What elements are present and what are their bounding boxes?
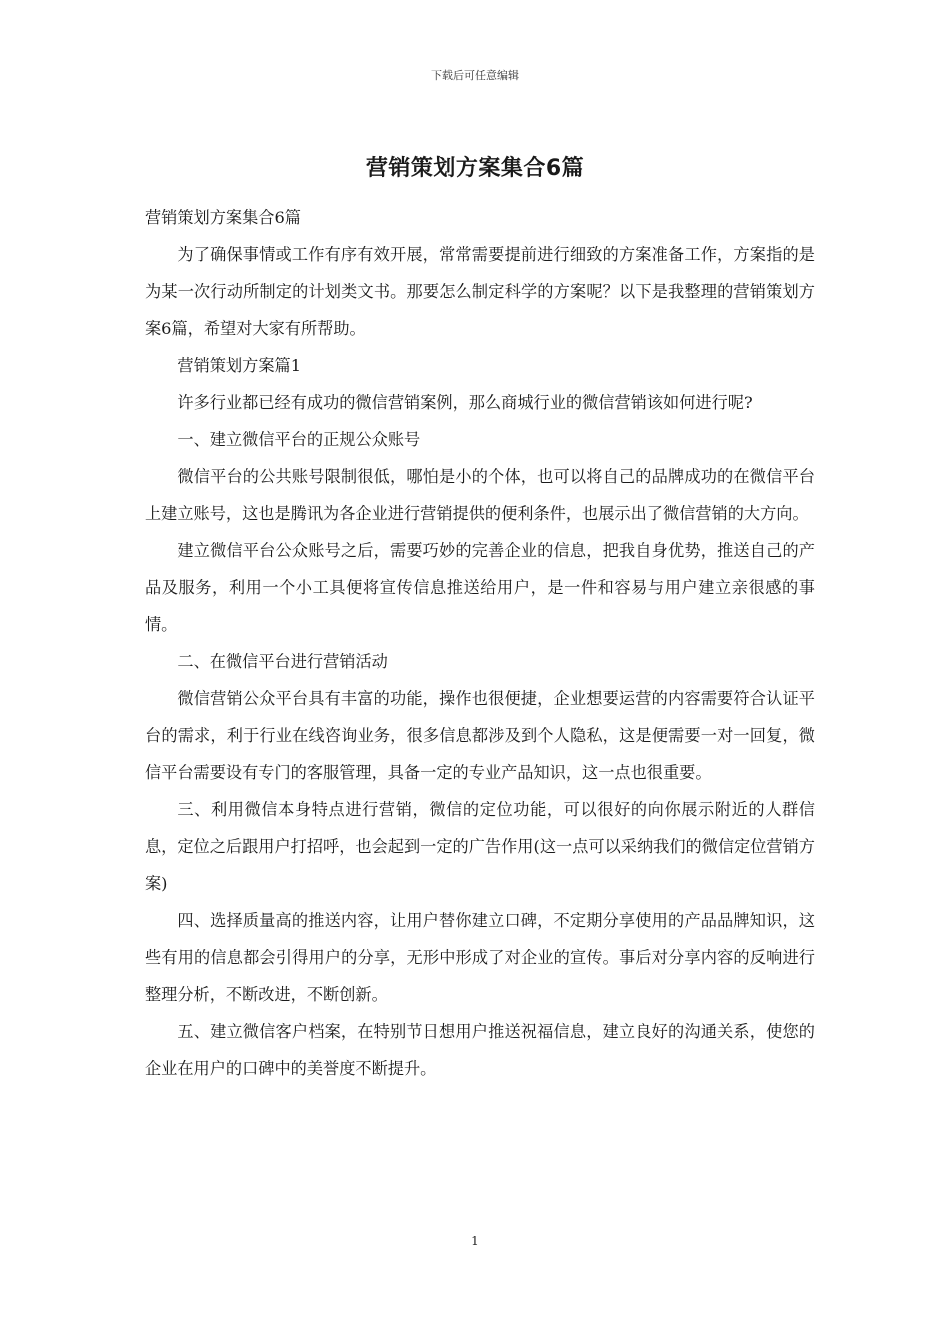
body-paragraph: 建立微信平台公众账号之后，需要巧妙的完善企业的信息，把我自身优势，推送自己的产品及服务，利用一个小工具便将宣传信息推送给用户，是一件和容易与用户建立亲很感的事情。 <box>145 541 815 634</box>
document-title: 营销策划方案集合6篇 <box>365 156 585 181</box>
header-note: 下载后可任意编辑 <box>431 69 519 82</box>
body-paragraph: 微信平台的公共账号限制很低，哪怕是小的个体，也可以将自己的品牌成功的在微信平台上建立账号，这也是腾讯为各企业进行营销提供的便利条件，也展示出了微信营销的大方向。 <box>145 467 815 523</box>
body-paragraph: 五、建立微信客户档案，在特别节日想用户推送祝福信息，建立良好的沟通关系，使您的企业在用户的口碑中的美誉度不断提升。 <box>145 1022 815 1078</box>
intro-paragraph: 为了确保事情或工作有序有效开展，常常需要提前进行细致的方案准备工作，方案指的是为某一次行动所制定的计划类文书。那要怎么制定科学的方案呢？以下是我整理的营销策划方案6篇，希望对大家有所帮助。 <box>145 245 815 338</box>
document-body <box>145 199 815 1087</box>
section-heading-2: 二、在微信平台进行营销活动 <box>177 652 388 671</box>
body-paragraph: 三、利用微信本身特点进行营销，微信的定位功能，可以很好的向你展示附近的人群信息，定位之后跟用户打招呼，也会起到一定的广告作用(这一点可以采纳我们的微信定位营销方案) <box>145 800 815 893</box>
page-number: 1 <box>471 1234 479 1248</box>
section-heading-1: 一、建立微信平台的正规公众账号 <box>177 430 421 449</box>
subtitle-line: 营销策划方案集合6篇 <box>145 208 301 227</box>
body-paragraph: 许多行业都已经有成功的微信营销案例，那么商城行业的微信营销该如何进行呢? <box>177 393 753 412</box>
body-paragraph: 四、选择质量高的推送内容，让用户替你建立口碑，不定期分享使用的产品品牌知识，这些有用的信息都会引得用户的分享，无形中形成了对企业的宣传。事后对分享内容的反响进行整理分析，不断改进，不断创新。 <box>145 911 815 1004</box>
section-heading-plan-1: 营销策划方案篇1 <box>177 356 302 375</box>
body-paragraph: 微信营销公众平台具有丰富的功能，操作也很便捷，企业想要运营的内容需要符合认证平台的需求，利于行业在线咨询业务，很多信息都涉及到个人隐私，这是便需要一对一回复，微信平台需要设有专门的客服管理，具备一定的专业产品知识，这一点也很重要。 <box>145 689 815 782</box>
